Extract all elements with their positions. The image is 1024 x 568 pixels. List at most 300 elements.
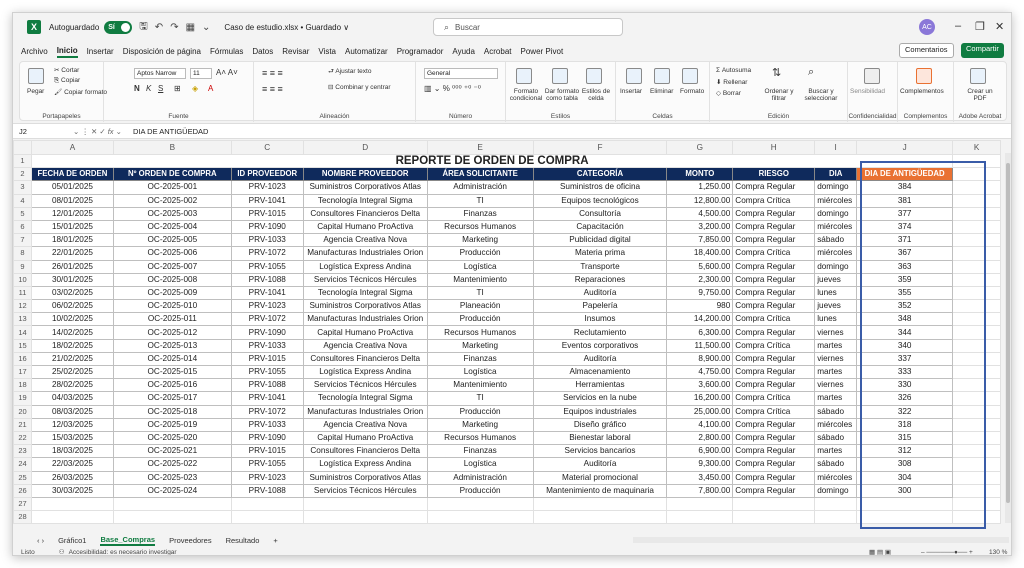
ribbon-tab[interactable]: Datos [252,47,274,56]
data-cell[interactable]: OC-2025-011 [113,313,231,326]
data-cell[interactable]: Capital Humano ProActiva [303,431,427,444]
data-cell[interactable]: 26/03/2025 [31,471,113,484]
data-cell[interactable]: Capital Humano ProActiva [303,220,427,233]
horizontal-scrollbar[interactable] [633,537,1009,543]
data-cell[interactable]: OC-2025-006 [113,247,231,260]
data-cell[interactable]: OC-2025-021 [113,445,231,458]
data-cell[interactable]: Compra Regular [733,273,815,286]
data-cell[interactable]: martes [815,392,857,405]
column-title-cell[interactable]: ID PROVEEDOR [231,168,303,181]
cell[interactable] [427,497,533,510]
data-cell[interactable]: 04/03/2025 [31,392,113,405]
sheet-tab[interactable]: Base_Compras [100,534,156,544]
data-cell[interactable]: 15/03/2025 [31,431,113,444]
table-icon[interactable]: ▦ [185,21,196,33]
row-header[interactable]: 10 [14,273,32,286]
data-cell[interactable]: Marketing [427,418,533,431]
column-header[interactable]: H [733,141,815,155]
sheet-tab[interactable]: Resultado [225,535,260,545]
data-cell[interactable]: Logística Express Andina [303,366,427,379]
cell[interactable] [113,511,231,524]
cell[interactable] [303,497,427,510]
data-cell[interactable]: Agencia Creativa Nova [303,234,427,247]
data-cell[interactable]: Recursos Humanos [427,326,533,339]
vertical-scrollbar[interactable] [1005,153,1011,523]
data-cell[interactable]: 6,300.00 [667,326,733,339]
data-cell[interactable]: Compra Regular [733,260,815,273]
data-cell[interactable]: 344 [857,326,953,339]
cell[interactable] [857,497,953,510]
data-cell[interactable]: miércoles [815,247,857,260]
copy-button[interactable]: ⎘ Copiar [54,77,81,84]
ribbon-tab[interactable]: Ayuda [452,47,475,56]
row-header[interactable]: 3 [14,181,32,194]
data-cell[interactable]: 304 [857,471,953,484]
data-cell[interactable]: OC-2025-002 [113,194,231,207]
paste-icon[interactable] [28,68,44,84]
row-header[interactable]: 11 [14,286,32,299]
row-header[interactable]: 1 [14,155,32,168]
data-cell[interactable]: 374 [857,220,953,233]
name-box[interactable]: J2 [19,126,27,136]
data-cell[interactable]: OC-2025-020 [113,431,231,444]
cell[interactable] [231,497,303,510]
data-cell[interactable]: 18/03/2025 [31,445,113,458]
document-title[interactable]: Caso de estudio.xlsx • Guardado ∨ [224,22,350,32]
row-header[interactable]: 19 [14,392,32,405]
sort-filter-button[interactable]: Ordenar y filtrar [764,88,794,102]
cell[interactable] [953,168,1001,181]
data-cell[interactable]: 8,900.00 [667,352,733,365]
column-title-cell[interactable]: ÁREA SOLICITANTE [427,168,533,181]
data-cell[interactable]: Compra Regular [733,471,815,484]
data-cell[interactable]: 12/03/2025 [31,418,113,431]
row-header[interactable]: 8 [14,247,32,260]
data-cell[interactable]: OC-2025-016 [113,379,231,392]
data-cell[interactable]: Manufacturas Industriales Orion [303,313,427,326]
data-cell[interactable]: Producción [427,405,533,418]
cell[interactable] [815,511,857,524]
data-cell[interactable]: sábado [815,431,857,444]
row-header[interactable]: 26 [14,484,32,497]
data-cell[interactable]: 300 [857,484,953,497]
data-cell[interactable]: 312 [857,445,953,458]
select-all-corner[interactable] [14,141,32,155]
data-cell[interactable]: Servicios Técnicos Hércules [303,379,427,392]
sheet-tab[interactable]: Proveedores [169,535,212,545]
data-cell[interactable]: OC-2025-005 [113,234,231,247]
cell[interactable] [733,497,815,510]
data-cell[interactable]: OC-2025-007 [113,260,231,273]
cell[interactable] [953,286,1001,299]
row-header[interactable]: 6 [14,220,32,233]
data-cell[interactable]: Compra Crítica [733,339,815,352]
italic-icon[interactable]: K [146,84,152,93]
data-cell[interactable]: 377 [857,207,953,220]
data-cell[interactable]: 7,850.00 [667,234,733,247]
format-cells-icon[interactable] [682,68,698,84]
data-cell[interactable]: Servicios bancarios [533,445,667,458]
close-icon[interactable]: ✕ [995,21,1005,33]
data-cell[interactable]: Materia prima [533,247,667,260]
data-cell[interactable]: 371 [857,234,953,247]
data-cell[interactable]: 12,800.00 [667,194,733,207]
data-cell[interactable]: Consultores Financieros Delta [303,352,427,365]
cell[interactable] [427,511,533,524]
conditional-format-button[interactable]: Formato condicional [509,88,543,102]
data-cell[interactable]: Tecnología Integral Sigma [303,286,427,299]
data-cell[interactable]: Auditoría [533,458,667,471]
cell[interactable] [953,313,1001,326]
row-header[interactable]: 24 [14,458,32,471]
data-cell[interactable]: 322 [857,405,953,418]
cell-styles-button[interactable]: Estilos de celda [581,88,611,102]
column-header[interactable]: C [231,141,303,155]
cell[interactable] [953,392,1001,405]
data-cell[interactable]: domingo [815,484,857,497]
row-header[interactable]: 4 [14,194,32,207]
cell[interactable] [953,181,1001,194]
data-cell[interactable]: 381 [857,194,953,207]
data-cell[interactable]: Compra Regular [733,445,815,458]
data-cell[interactable]: Herramientas [533,379,667,392]
autosave-toggle[interactable]: Sí [104,21,132,34]
data-cell[interactable]: OC-2025-012 [113,326,231,339]
conditional-format-icon[interactable] [516,68,532,84]
cell[interactable] [953,300,1001,313]
data-cell[interactable]: jueves [815,300,857,313]
data-cell[interactable]: miércoles [815,220,857,233]
data-cell[interactable]: OC-2025-013 [113,339,231,352]
ribbon-tab[interactable]: Automatizar [345,47,388,56]
insert-cells-icon[interactable] [626,68,642,84]
data-cell[interactable]: 337 [857,352,953,365]
cell[interactable] [953,497,1001,510]
data-cell[interactable]: 3,200.00 [667,220,733,233]
data-cell[interactable]: 06/02/2025 [31,300,113,313]
data-cell[interactable]: 333 [857,366,953,379]
data-cell[interactable]: PRV-1023 [231,300,303,313]
data-cell[interactable]: OC-2025-001 [113,181,231,194]
data-cell[interactable]: domingo [815,260,857,273]
cell[interactable] [953,418,1001,431]
undo-icon[interactable]: ↶ [154,21,164,33]
data-cell[interactable]: Compra Regular [733,326,815,339]
data-cell[interactable]: 315 [857,431,953,444]
data-cell[interactable]: Finanzas [427,445,533,458]
data-cell[interactable]: Administración [427,181,533,194]
save-icon[interactable]: 🖫 [139,20,148,32]
data-cell[interactable]: 03/02/2025 [31,286,113,299]
cell[interactable] [953,458,1001,471]
column-title-cell[interactable]: NOMBRE PROVEEDOR [303,168,427,181]
data-cell[interactable]: viernes [815,379,857,392]
data-cell[interactable]: 5,600.00 [667,260,733,273]
column-header[interactable]: B [113,141,231,155]
data-cell[interactable]: Producción [427,484,533,497]
column-header[interactable]: A [31,141,113,155]
data-cell[interactable]: Compra Regular [733,418,815,431]
row-header[interactable]: 9 [14,260,32,273]
row-header[interactable]: 18 [14,379,32,392]
data-cell[interactable]: Insumos [533,313,667,326]
data-cell[interactable]: 25/02/2025 [31,366,113,379]
data-cell[interactable]: Eventos corporativos [533,339,667,352]
cell[interactable] [953,234,1001,247]
minimize-icon[interactable]: – [955,20,962,32]
cell[interactable] [953,220,1001,233]
data-cell[interactable]: Marketing [427,234,533,247]
data-cell[interactable]: viernes [815,326,857,339]
format-button[interactable]: Formato [680,88,705,95]
row-header[interactable]: 15 [14,339,32,352]
data-cell[interactable]: TI [427,194,533,207]
data-cell[interactable]: Marketing [427,339,533,352]
comments-button[interactable]: Comentarios [899,43,954,58]
format-table-button[interactable]: Dar formato como tabla [544,88,580,102]
ribbon-tab[interactable]: Fórmulas [209,47,244,56]
data-cell[interactable]: PRV-1088 [231,379,303,392]
zoom-slider[interactable]: – ──────●── + [921,548,973,556]
cell[interactable] [953,484,1001,497]
cell[interactable] [303,511,427,524]
row-header[interactable]: 14 [14,326,32,339]
currency-icon[interactable]: ▥ ⌄ % ⁰⁰⁰ ⁺⁰ ⁻⁰ [424,84,481,93]
cell[interactable] [31,497,113,510]
data-cell[interactable]: Bienestar laboral [533,431,667,444]
row-header[interactable]: 16 [14,352,32,365]
data-cell[interactable]: OC-2025-015 [113,366,231,379]
data-cell[interactable]: Transporte [533,260,667,273]
merge-center-button[interactable]: ⊟ Combinar y centrar [328,84,391,91]
data-cell[interactable]: Logística [427,366,533,379]
cell[interactable] [953,207,1001,220]
data-cell[interactable]: 22/01/2025 [31,247,113,260]
data-cell[interactable]: TI [427,286,533,299]
data-cell[interactable]: Mantenimiento [427,379,533,392]
data-cell[interactable]: Servicios en la nube [533,392,667,405]
data-cell[interactable]: 348 [857,313,953,326]
data-cell[interactable]: 1,250.00 [667,181,733,194]
align-left-icon[interactable]: ≡ ≡ ≡ [262,84,283,94]
data-cell[interactable]: PRV-1055 [231,458,303,471]
paste-button[interactable]: Pegar [27,88,45,95]
data-cell[interactable]: OC-2025-008 [113,273,231,286]
wrap-text-button[interactable]: ⮐ Ajustar texto [328,68,372,75]
data-cell[interactable]: Compra Crítica [733,313,815,326]
cell[interactable] [815,497,857,510]
data-cell[interactable]: PRV-1088 [231,484,303,497]
data-cell[interactable]: OC-2025-004 [113,220,231,233]
row-header[interactable]: 21 [14,418,32,431]
cell[interactable] [857,511,953,524]
font-size-select[interactable]: 11 [190,68,212,79]
data-cell[interactable]: 14,200.00 [667,313,733,326]
data-cell[interactable]: Compra Regular [733,234,815,247]
data-cell[interactable]: PRV-1090 [231,326,303,339]
column-title-cell[interactable]: CATEGORÍA [533,168,667,181]
data-cell[interactable]: Compra Regular [733,484,815,497]
data-cell[interactable]: TI [427,392,533,405]
data-cell[interactable]: Manufacturas Industriales Orion [303,405,427,418]
sheet-tab[interactable]: Gráfico1 [58,535,87,545]
column-header[interactable]: G [667,141,733,155]
row-header[interactable]: 27 [14,497,32,510]
data-cell[interactable]: Consultores Financieros Delta [303,207,427,220]
delete-cells-icon[interactable] [654,68,670,84]
data-cell[interactable]: 18,400.00 [667,247,733,260]
customize-qat-icon[interactable]: ⌄ [202,21,211,33]
data-cell[interactable]: 28/02/2025 [31,379,113,392]
data-cell[interactable]: Equipos industriales [533,405,667,418]
search-input[interactable] [433,18,623,36]
data-cell[interactable]: OC-2025-019 [113,418,231,431]
ribbon-tab[interactable]: Vista [318,47,336,56]
data-cell[interactable]: OC-2025-009 [113,286,231,299]
number-format-select[interactable]: General [424,68,498,79]
sensitivity-button[interactable]: Sensibilidad [850,88,886,95]
formula-content[interactable]: DIA DE ANTIGÜEDAD [133,126,209,136]
accessibility-status[interactable]: Accesibilidad: es necesario investigar [68,548,177,556]
cell[interactable] [953,366,1001,379]
data-cell[interactable]: 26/01/2025 [31,260,113,273]
data-cell[interactable]: OC-2025-003 [113,207,231,220]
data-cell[interactable]: miércoles [815,471,857,484]
data-cell[interactable]: 21/02/2025 [31,352,113,365]
data-cell[interactable]: Finanzas [427,352,533,365]
data-cell[interactable]: 4,500.00 [667,207,733,220]
cell[interactable] [953,405,1001,418]
data-cell[interactable]: 326 [857,392,953,405]
data-cell[interactable]: Recursos Humanos [427,220,533,233]
data-cell[interactable]: Suministros Corporativos Atlas [303,300,427,313]
data-cell[interactable]: Servicios Técnicos Hércules [303,273,427,286]
data-cell[interactable]: Papelería [533,300,667,313]
avatar[interactable]: AC [919,19,935,35]
cell[interactable] [953,511,1001,524]
data-cell[interactable]: 980 [667,300,733,313]
data-cell[interactable]: Compra Regular [733,366,815,379]
row-header[interactable]: 2 [14,168,32,181]
data-cell[interactable]: Logística [427,260,533,273]
ribbon-tab[interactable]: Insertar [86,47,114,56]
zoom-level[interactable]: 130 % [989,548,1008,556]
data-cell[interactable]: PRV-1072 [231,405,303,418]
data-cell[interactable]: 308 [857,458,953,471]
data-cell[interactable]: Administración [427,471,533,484]
data-cell[interactable]: Suministros Corporativos Atlas [303,181,427,194]
format-table-icon[interactable] [552,68,568,84]
column-header[interactable]: F [533,141,667,155]
font-grow-icon[interactable]: A˄ A˅ [216,68,238,77]
ribbon-tab[interactable]: Inicio [57,46,78,58]
data-cell[interactable]: PRV-1090 [231,431,303,444]
data-cell[interactable]: 6,900.00 [667,445,733,458]
data-cell[interactable]: PRV-1041 [231,194,303,207]
data-cell[interactable]: 05/01/2025 [31,181,113,194]
data-cell[interactable]: 2,800.00 [667,431,733,444]
ribbon-tab[interactable]: Acrobat [483,47,512,56]
row-header[interactable]: 23 [14,445,32,458]
cell[interactable] [667,511,733,524]
cell[interactable] [231,511,303,524]
borders-icon[interactable]: ⊞ [174,84,181,93]
data-cell[interactable]: PRV-1023 [231,181,303,194]
data-cell[interactable]: PRV-1015 [231,207,303,220]
data-cell[interactable]: PRV-1015 [231,352,303,365]
column-title-cell[interactable]: RIESGO [733,168,815,181]
data-cell[interactable]: Servicios Técnicos Hércules [303,484,427,497]
data-cell[interactable]: Compra Crítica [733,247,815,260]
row-header[interactable]: 17 [14,366,32,379]
data-cell[interactable]: Almacenamiento [533,366,667,379]
data-cell[interactable]: 22/03/2025 [31,458,113,471]
data-cell[interactable]: 18/02/2025 [31,339,113,352]
data-cell[interactable]: 4,750.00 [667,366,733,379]
data-cell[interactable]: OC-2025-024 [113,484,231,497]
data-cell[interactable]: Compra Crítica [733,392,815,405]
view-normal-icon[interactable]: ▦ ▤ ▣ [869,549,892,556]
data-cell[interactable]: Compra Regular [733,207,815,220]
fx-icon[interactable]: ⌄ ⋮ ✕ ✓ fx ⌄ [73,126,122,136]
cell[interactable] [953,431,1001,444]
data-cell[interactable]: martes [815,339,857,352]
cell[interactable] [953,260,1001,273]
data-cell[interactable]: 340 [857,339,953,352]
data-cell[interactable]: Logística Express Andina [303,458,427,471]
insert-button[interactable]: Insertar [620,88,643,95]
data-cell[interactable]: Finanzas [427,207,533,220]
ribbon-tab[interactable]: Revisar [282,47,310,56]
data-cell[interactable]: domingo [815,207,857,220]
column-title-cell[interactable]: DIA [815,168,857,181]
ribbon-tab[interactable]: Programador [396,47,444,56]
column-header[interactable]: I [815,141,857,155]
data-cell[interactable]: 12/01/2025 [31,207,113,220]
data-cell[interactable]: OC-2025-022 [113,458,231,471]
data-cell[interactable]: Consultores Financieros Delta [303,445,427,458]
cell[interactable] [113,497,231,510]
data-cell[interactable]: viernes [815,352,857,365]
clear-button[interactable]: ◇ Borrar [716,90,741,97]
data-cell[interactable]: 08/03/2025 [31,405,113,418]
data-cell[interactable]: Publicidad digital [533,234,667,247]
data-cell[interactable]: sábado [815,458,857,471]
data-cell[interactable]: Planeación [427,300,533,313]
underline-icon[interactable]: S [158,84,164,93]
cell[interactable] [953,471,1001,484]
data-cell[interactable]: Manufacturas Industriales Orion [303,247,427,260]
data-cell[interactable]: 2,300.00 [667,273,733,286]
data-cell[interactable]: Reparaciones [533,273,667,286]
row-header[interactable]: 13 [14,313,32,326]
data-cell[interactable]: 7,800.00 [667,484,733,497]
data-cell[interactable]: Tecnología Integral Sigma [303,194,427,207]
data-cell[interactable]: Auditoría [533,352,667,365]
data-cell[interactable]: 4,100.00 [667,418,733,431]
data-cell[interactable]: 08/01/2025 [31,194,113,207]
data-cell[interactable]: Equipos tecnológicos [533,194,667,207]
cell[interactable] [667,497,733,510]
cell[interactable] [533,497,667,510]
addins-button[interactable]: Complementos [900,88,944,95]
row-header[interactable]: 12 [14,300,32,313]
data-cell[interactable]: martes [815,366,857,379]
data-cell[interactable]: martes [815,445,857,458]
font-name-select[interactable]: Aptos Narrow [134,68,186,79]
redo-icon[interactable]: ↷ [170,21,179,33]
column-header[interactable]: D [303,141,427,155]
